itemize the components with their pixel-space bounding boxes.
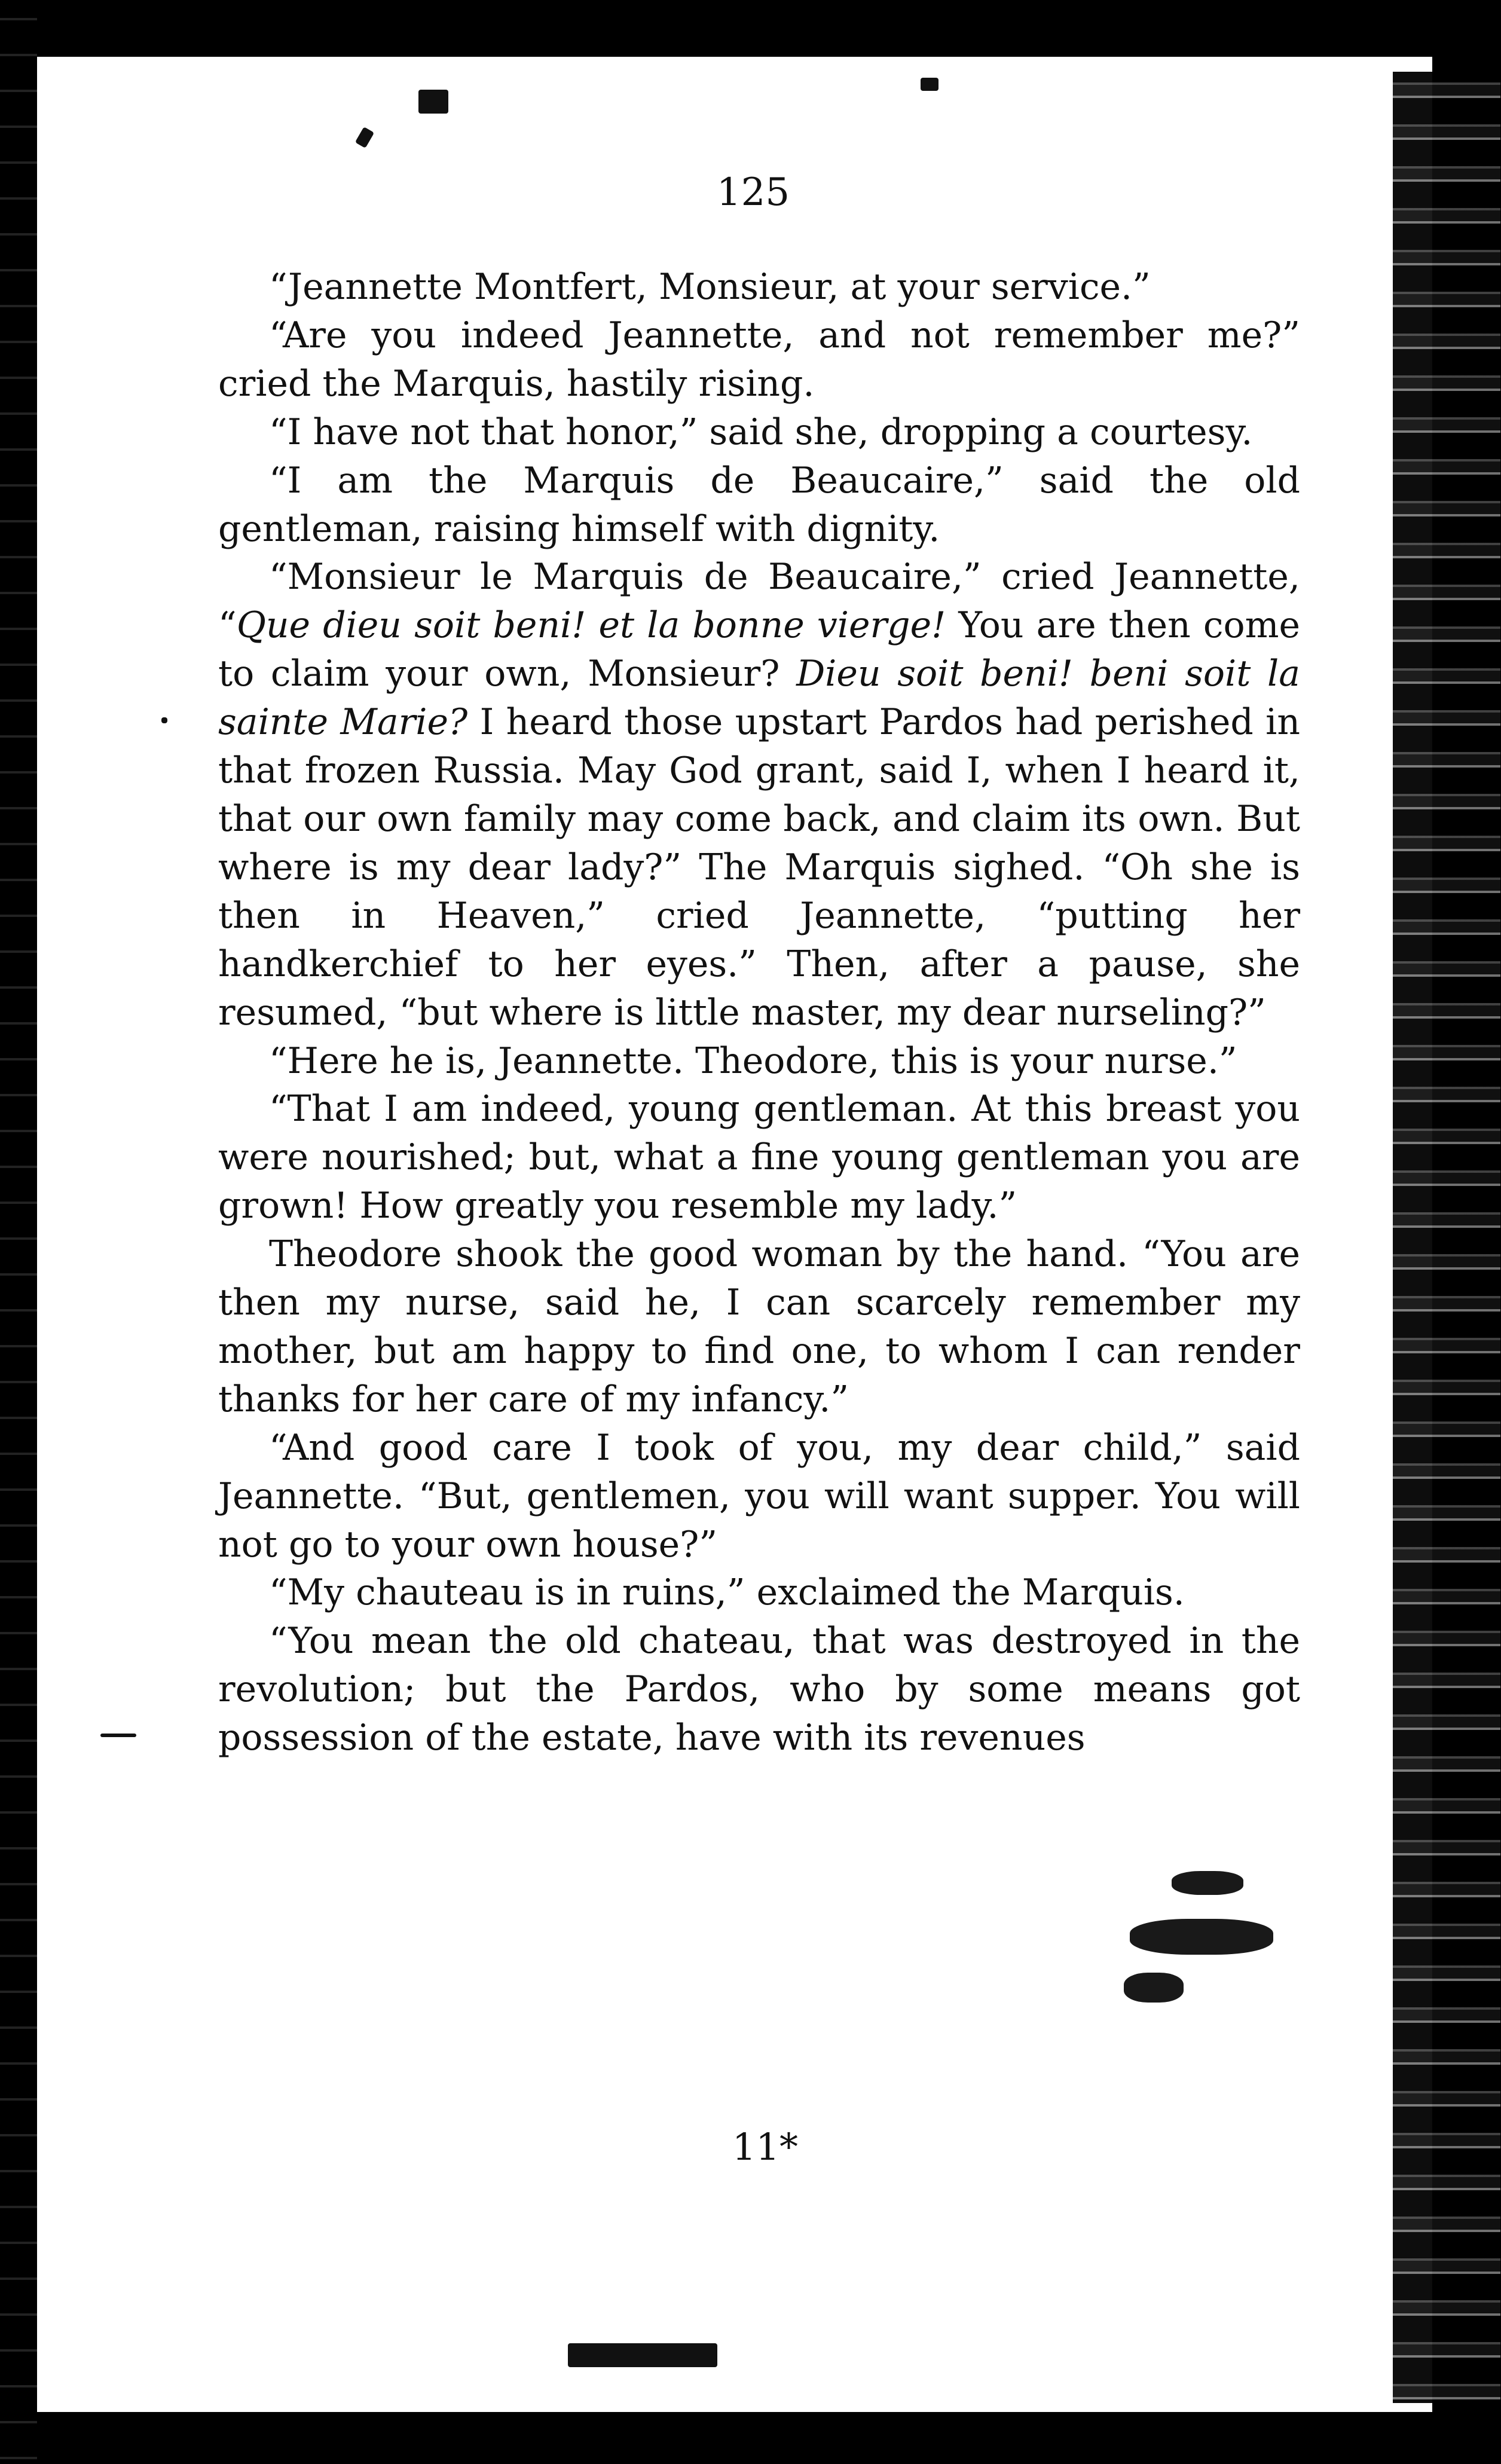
paragraph: “I have not that honor,” said she, dropping a courtesy. xyxy=(269,411,1253,453)
paragraph-with-french xyxy=(218,553,1300,1037)
scan-mark xyxy=(100,1734,136,1737)
paragraph: “You mean the old chateau, that was destroyed in the revolution; but the Pardos, who by some means got possession of the estate, have with its revenues xyxy=(218,1620,1300,1759)
text-run: I heard those upstart Pardos had perished in that frozen Russia. May God grant, said I, when I heard it, that our own family may come back, and claim its own. But where is my dear lady?” The Marquis sighed. “Oh she is then in Heaven,” cried Jeannette, “putting her handkerchief to her eyes.” Then, after a pause, she resumed, “but where is little master, my dear nurseling?” xyxy=(218,701,1300,1034)
page-right-edge xyxy=(1393,72,1500,2403)
page-number: 125 xyxy=(716,170,790,215)
paragraph: “That I am indeed, young gentleman. At this breast you were nourished; but, what a fine young gentleman you are grown! How greatly you resemble my lady.” xyxy=(218,1088,1300,1227)
page-left-edge xyxy=(0,0,37,2464)
paragraph: “Here he is, Jeannette. Theodore, this is your nurse.” xyxy=(269,1040,1237,1082)
text-run: You are then come to claim your own, Monsieur? xyxy=(218,604,1301,695)
scan-mark xyxy=(568,2343,717,2367)
signature-mark: 11* xyxy=(732,2125,798,2169)
ink-stain xyxy=(1130,1919,1273,1955)
paragraph: “I am the Marquis de Beaucaire,” said the old gentleman, raising himself with dignity. xyxy=(218,459,1300,550)
scan-mark xyxy=(418,90,448,114)
scan-mark xyxy=(161,717,167,723)
paragraph: “Are you indeed Jeannette, and not remember me?” cried the Marquis, hastily rising. xyxy=(218,314,1300,405)
french-exclamation: Que dieu soit beni! et la bonne vierge! xyxy=(236,604,946,647)
french-exclamation: Dieu soit beni! beni soit la sainte Marie? xyxy=(218,653,1300,744)
paragraph: “Jeannette Montfert, Monsieur, at your service.” xyxy=(269,266,1151,308)
ink-stain xyxy=(1124,1973,1184,2003)
ink-stain xyxy=(1172,1871,1243,1895)
text-run: “Monsieur le Marquis de Beaucaire,” cried Jeannette, “ xyxy=(218,556,1300,647)
body-text xyxy=(218,263,1300,1762)
paragraph: “And good care I took of you, my dear child,” said Jeannette. “But, gentlemen, you will want supper. You will not go to your own house?” xyxy=(218,1426,1300,1566)
paragraph: “My chauteau is in ruins,” exclaimed the Marquis. xyxy=(269,1572,1185,1614)
scan-mark xyxy=(921,78,938,91)
paragraph: Theodore shook the good woman by the hand. “You are then my nurse, said he, I can scarcely remember my mother, but am happy to find one, to whom I can render thanks for her care of my infancy.” xyxy=(218,1233,1300,1420)
